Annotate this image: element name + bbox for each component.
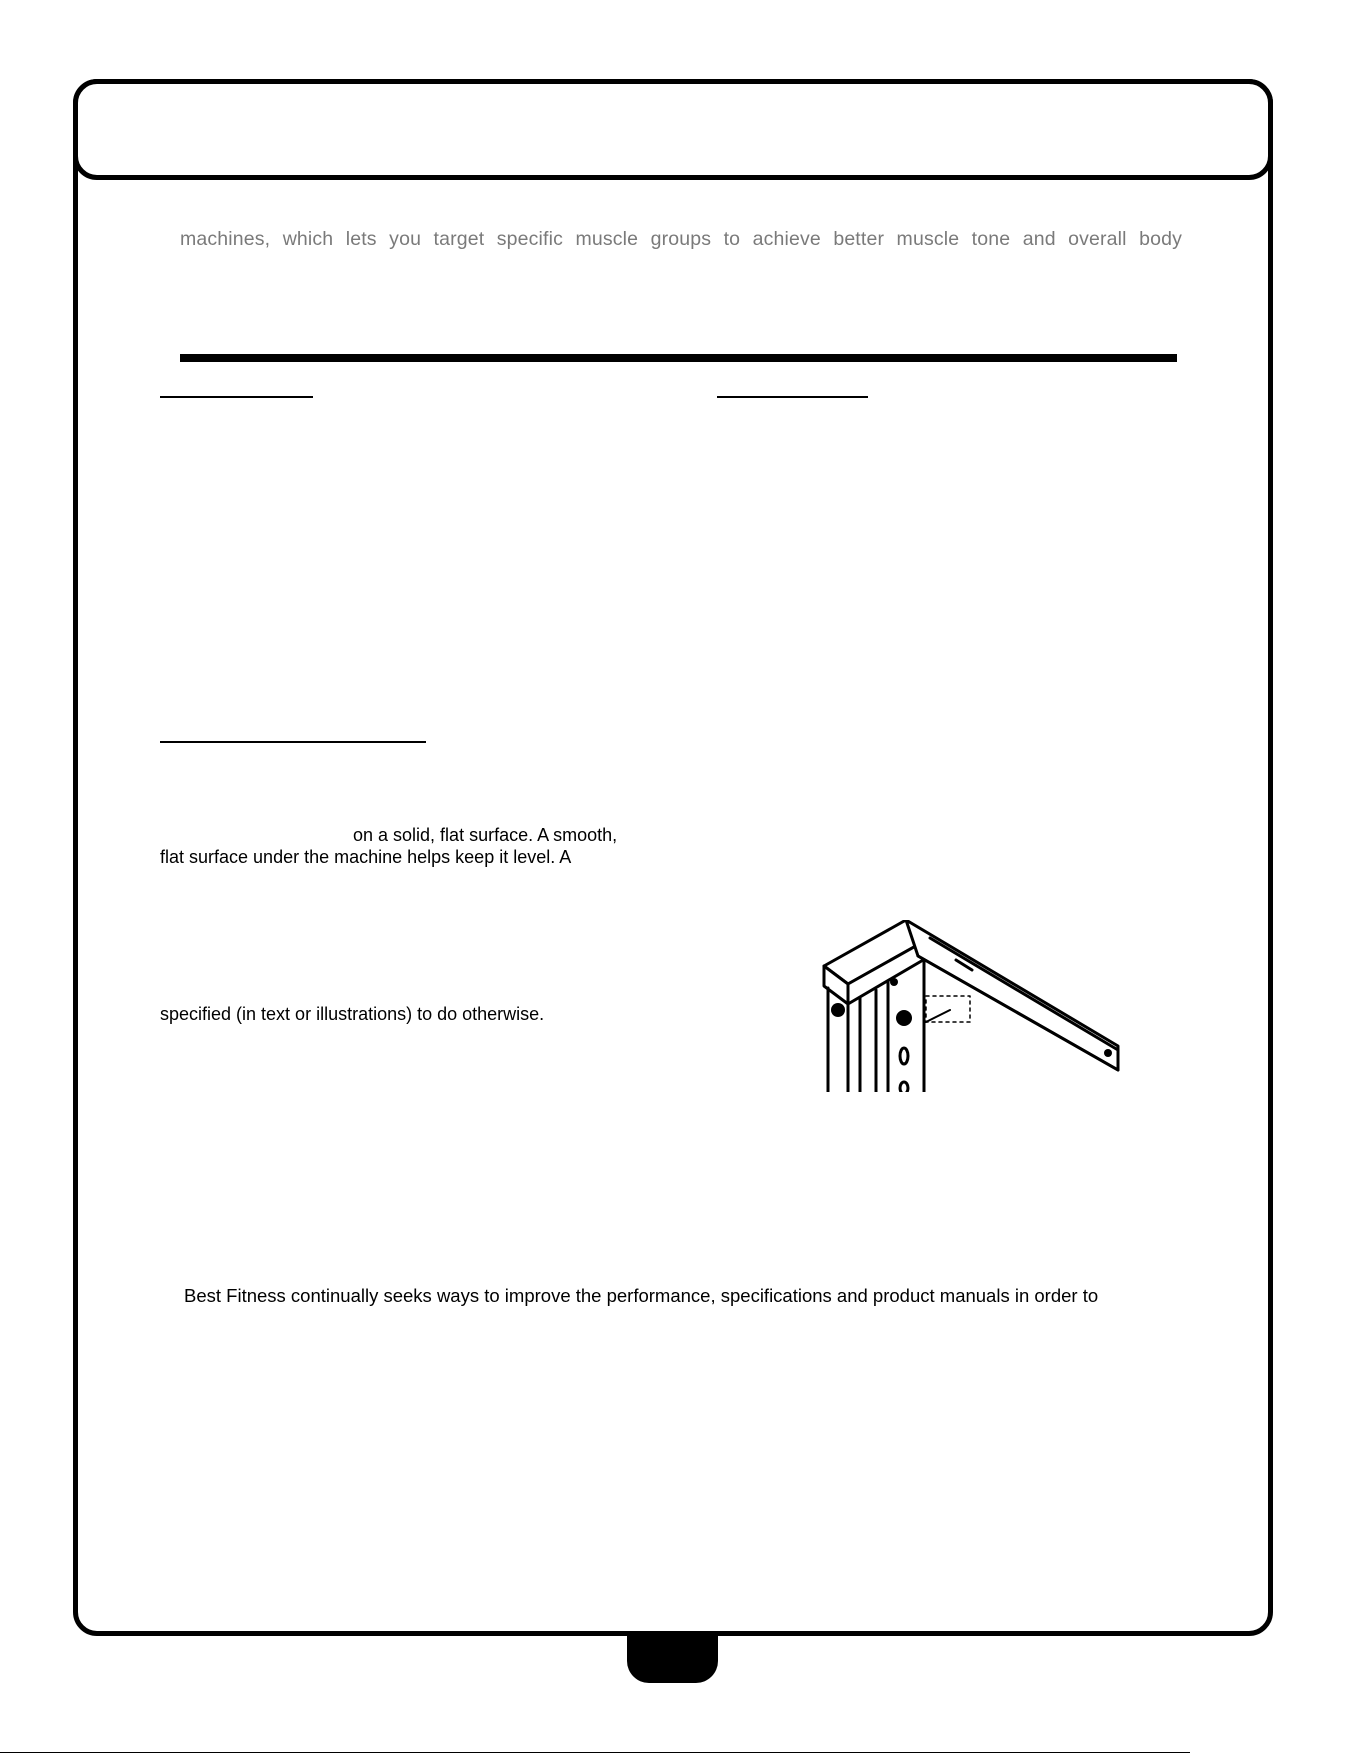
placement-text-line-1: on a solid, flat surface. A smooth, bbox=[353, 825, 618, 845]
machine-frame-corner-illustration bbox=[818, 920, 1128, 1092]
placement-text-line-2: flat surface under the machine helps keep it level. A bbox=[160, 847, 572, 867]
right-heading-underline bbox=[717, 396, 868, 398]
header-banner bbox=[73, 79, 1273, 180]
bottom-rule bbox=[0, 1752, 1190, 1753]
placement-heading-underline bbox=[160, 741, 426, 743]
instruction-text: specified (in text or illustrations) to do otherwise. bbox=[160, 1004, 545, 1024]
page-number-tab bbox=[627, 1634, 718, 1683]
section-divider bbox=[180, 354, 1177, 362]
intro-text: machines, which lets you target specific muscle groups to achieve better muscle tone and overall body bbox=[180, 228, 1182, 250]
footer-note: Best Fitness continually seeks ways to improve the performance, specifications and product manuals in order to bbox=[184, 1285, 1099, 1306]
left-heading-underline bbox=[160, 396, 313, 398]
